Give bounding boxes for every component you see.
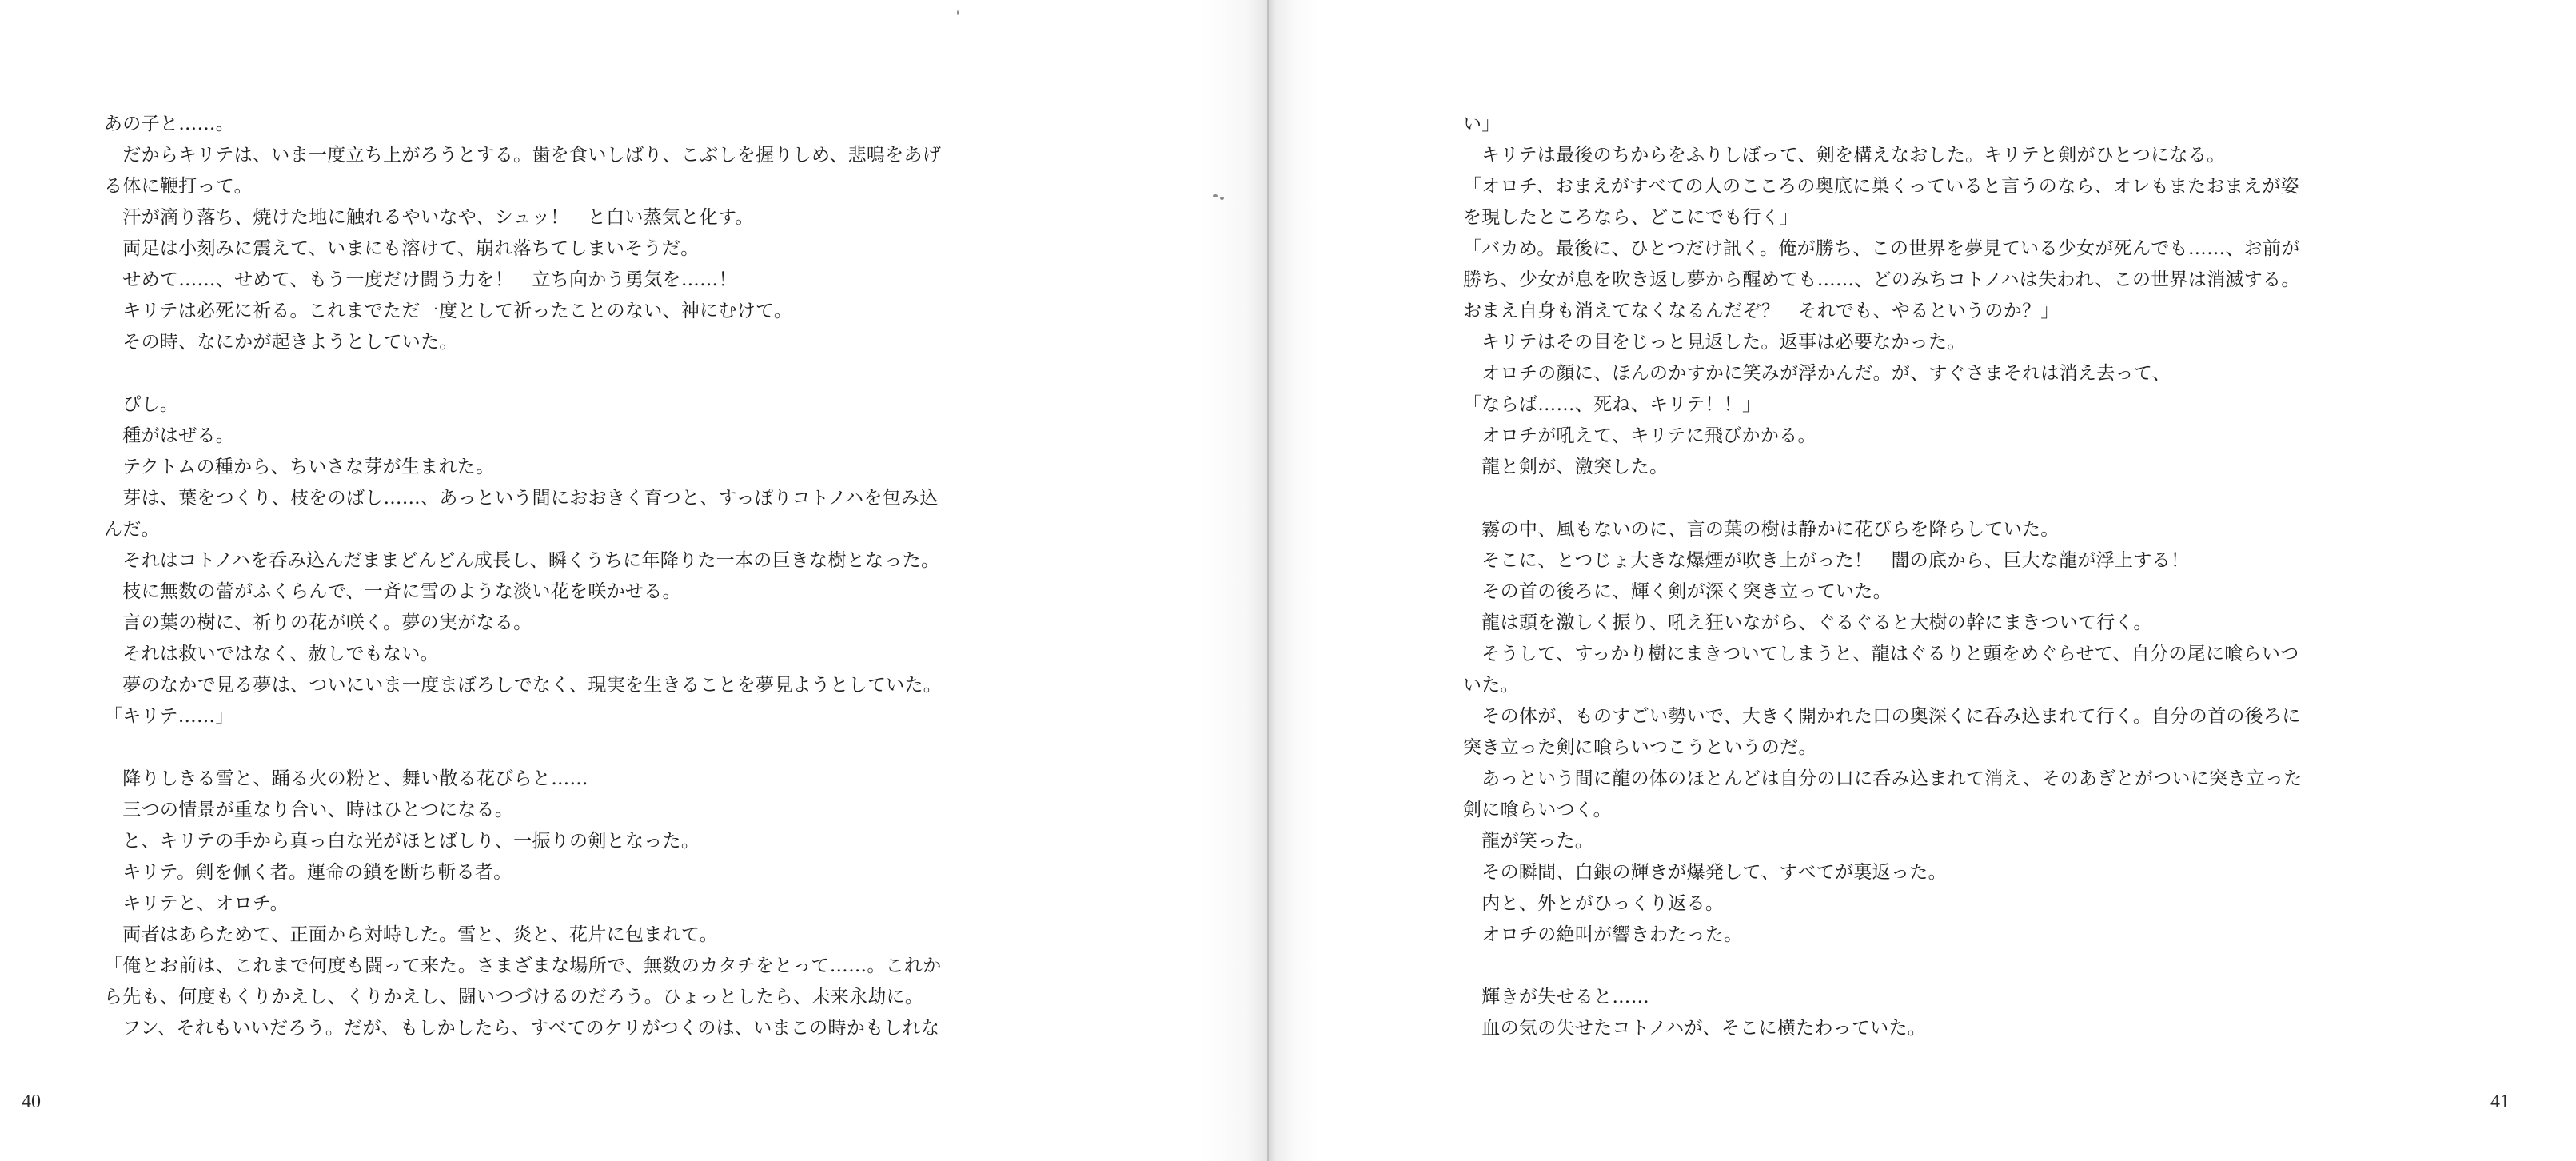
text-line: オロチの顔に、ほんのかすかに笑みが浮かんだ。が、すぐさまそれは消え去って、: [1463, 363, 2171, 384]
text-line: 「バカめ。最後に、ひとつだけ訊く。俺が勝ち、この世界を夢見ている少女が死んでも……、お前が: [1463, 238, 2300, 259]
text-line: キリテは必死に祈る。これまでただ一度として祈ったことのない、神にむけて。: [104, 301, 793, 321]
left-page-text: [104, 109, 1079, 1044]
text-line: んだ。: [104, 519, 160, 540]
text-line: 龍は頭を激しく振り、吼え狂いながら、ぐるぐると大樹の幹にまきついて行く。: [1463, 612, 2152, 633]
text-line: と、キリテの手から真っ白な光がほとばしり、一振りの剣となった。: [104, 831, 700, 852]
text-line: オロチの絶叫が響きわたった。: [1463, 924, 1743, 945]
text-line: キリテは最後のちからをふりしぼって、剣を構えなおした。キリテと剣がひとつになる。: [1463, 145, 2226, 166]
text-line: あの子と……。: [104, 114, 235, 134]
text-line: 「オロチ、おまえがすべての人のこころの奥底に巣くっていると言うのなら、オレもまたおまえが姿: [1463, 176, 2299, 197]
text-line: テクトムの種から、ちいさな芽が生まれた。: [104, 457, 495, 477]
text-line: 言の葉の樹に、祈りの花が咲く。夢の実がなる。: [104, 612, 532, 633]
text-line: 枝に無数の蕾がふくらんで、一斉に雪のような淡い花を咲かせる。: [104, 581, 681, 602]
text-line: おまえ自身も消えてなくなるんだぞ？ それでも、やるというのか？」: [1463, 301, 2060, 321]
text-line: 霧の中、風もないのに、言の葉の樹は静かに花びらを降らしていた。: [1463, 519, 2060, 540]
text-line: 血の気の失せたコトノハが、そこに横たわっていた。: [1463, 1018, 1927, 1039]
text-line: [1463, 951, 2434, 982]
text-line: オロチが吼えて、キリテに飛びかかる。: [1463, 425, 1816, 446]
text-line: 内と、外とがひっくり返る。: [1463, 893, 1725, 914]
text-line: 汗が滴り落ち、焼けた地に触れるやいなや、シュッ！ と白い蒸気と化す。: [104, 207, 754, 228]
text-line: 両足は小刻みに震えて、いまにも溶けて、崩れ落ちてしまいそうだ。: [104, 238, 700, 259]
text-line: だからキリテは、いま一度立ち上がろうとする。歯を食いしばり、こぶしを握りしめ、悲鳴をあげ: [104, 145, 942, 166]
text-line: フン、それもいいだろう。だが、もしかしたら、すべてのケリがつくのは、いまこの時かもしれな: [104, 1018, 940, 1039]
text-line: 勝ち、少女が息を吹き返し夢から醒めても……、どのみちコトノハは失われ、この世界は消滅する。: [1463, 269, 2300, 290]
text-line: それは救いではなく、赦しでもない。: [104, 644, 439, 664]
text-line: 芽は、葉をつくり、枝をのばし……、あっという間におおきく育つと、すっぽりコトノハを包み込: [104, 488, 939, 509]
text-line: その首の後ろに、輝く剣が深く突き立っていた。: [1463, 581, 1892, 602]
text-line: 龍が笑った。: [1463, 831, 1594, 852]
text-line: 夢のなかで見る夢は、ついにいま一度まぼろしでなく、現実を生きることを夢見ようとしていた。: [104, 675, 943, 696]
left-page-number: 40: [22, 1091, 41, 1112]
text-line: 種がはぜる。: [104, 425, 235, 446]
right-page-number: 41: [2490, 1091, 2510, 1112]
text-line: 降りしきる雪と、踊る火の粉と、舞い散る花びらと……: [104, 768, 588, 789]
right-page-text: [1463, 109, 2434, 1044]
text-line: その瞬間、白銀の輝きが爆発して、すべてが裏返った。: [1463, 862, 1947, 883]
scan-speck: [1213, 194, 1218, 197]
text-line: その時、なにかが起きようとしていた。: [104, 332, 458, 353]
text-line: 龍と剣が、激突した。: [1463, 457, 1669, 477]
text-line: キリテはその目をじっと見返した。返事は必要なかった。: [1463, 332, 1966, 353]
scan-speck: [957, 10, 959, 15]
text-line: その体が、ものすごい勢いで、大きく開かれた口の奥深くに呑み込まれて行く。自分の首の後ろに: [1463, 706, 2301, 727]
text-line: [104, 732, 1079, 764]
text-line: 突き立った剣に喰らいつこうというのだ。: [1463, 737, 1817, 758]
text-line: 輝きが失せると……: [1463, 987, 1649, 1007]
text-line: そこに、とつじょ大きな爆煙が吹き上がった！ 闇の底から、巨大な龍が浮上する！: [1463, 550, 2190, 571]
text-line: を現したところなら、どこにでも行く」: [1463, 207, 1799, 228]
text-line: 「俺とお前は、これまで何度も闘って来た。さまざまな場所で、無数のカタチをとって……。これか: [104, 956, 942, 976]
text-line: ら先も、何度もくりかえし、くりかえし、闘いつづけるのだろう。ひょっとしたら、未来永劫に。: [104, 987, 924, 1007]
text-line: そうして、すっかり樹にまきついてしまうと、龍はぐるりと頭をめぐらせて、自分の尾に喰らいつ: [1463, 644, 2299, 664]
text-line: キリテと、オロチ。: [104, 893, 289, 914]
text-line: あっという間に龍の体のほとんどは自分の口に呑み込まれて消え、そのあぎとがついに突き立った: [1463, 768, 2303, 789]
text-line: いた。: [1463, 675, 1519, 696]
text-line: [1463, 483, 2434, 514]
right-page: [1267, 0, 2576, 1161]
text-line: それはコトノハを呑み込んだままどんどん成長し、瞬くうちに年降りた一本の巨きな樹となった。: [104, 550, 940, 571]
text-line: 両者はあらためて、正面から対峙した。雪と、炎と、花片に包まれて。: [104, 924, 718, 945]
text-line: ぴし。: [104, 394, 179, 415]
text-line: [104, 358, 1079, 389]
text-line: キリテ。剣を佩く者。運命の鎖を断ち斬る者。: [104, 862, 512, 883]
text-line: せめて……、せめて、もう一度だけ闘う力を！ 立ち向かう勇気を……！: [104, 269, 737, 290]
text-line: 三つの情景が重なり合い、時はひとつになる。: [104, 800, 514, 820]
text-line: る体に鞭打って。: [104, 176, 253, 197]
left-page: [0, 0, 1267, 1161]
text-line: 「ならば……、死ね、キリテ！！」: [1463, 394, 1761, 415]
text-line: 剣に喰らいつく。: [1463, 800, 1612, 820]
scan-speck: [1220, 197, 1224, 200]
text-line: い」: [1463, 114, 1501, 134]
text-line: 「キリテ……」: [104, 706, 234, 727]
